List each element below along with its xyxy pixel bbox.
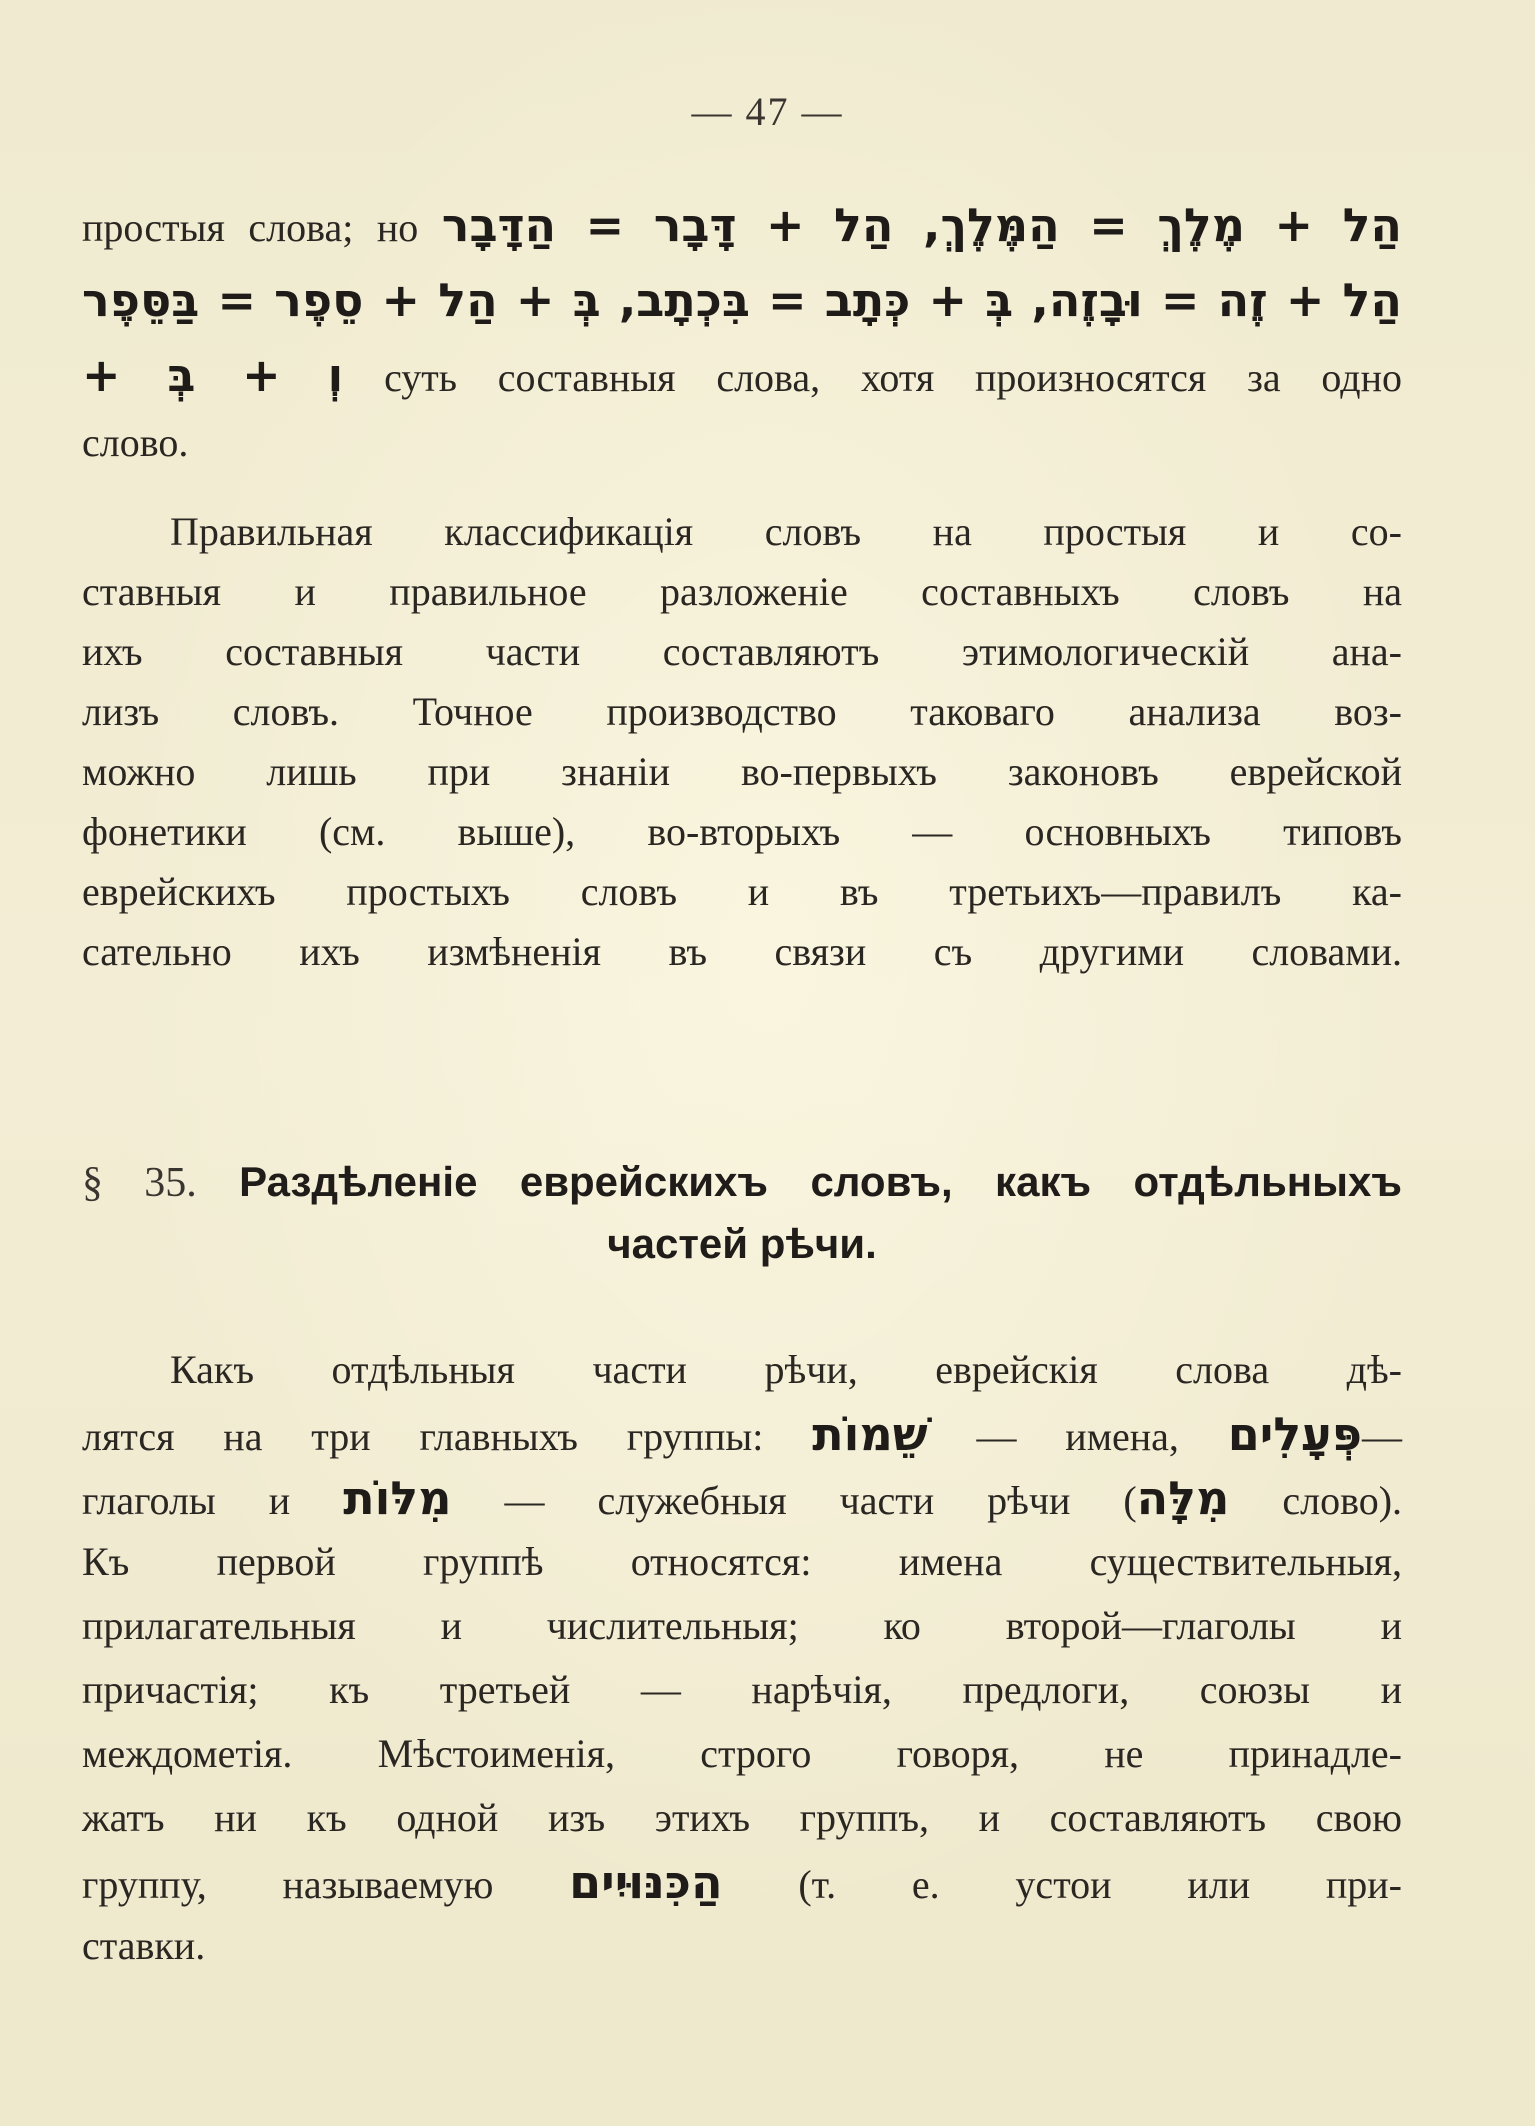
section-heading-line	[82, 1158, 1402, 1207]
paragraph-line	[82, 1852, 1402, 1912]
hebrew-formula: הַל + זֶה = וּבָזֶה, בְּ + כְּתָב = בִּכְתָב, בְּ + הַל + סֵפֶר = בַּסֵּפֶר	[82, 273, 1402, 327]
paragraph-line: Какъ отдѣльныя части рѣчи, еврейскія слова дѣ-	[170, 1347, 1402, 1392]
paragraph-line: жатъ ни къ одной изъ этихъ группъ, и составляютъ свою	[82, 1795, 1402, 1840]
paragraph-line: Правильная классификація словъ на простыя и со-	[170, 509, 1402, 554]
paragraph-line: междометія. Мѣстоименія, строго говоря, не принадле-	[82, 1731, 1402, 1776]
paragraph-line: прилагательныя и числительныя; ко второй—глаголы и	[82, 1603, 1402, 1648]
paragraph-line	[82, 195, 1402, 255]
paragraph-line: ставныя и правильное разложеніе составныхъ словъ на	[82, 569, 1402, 614]
hebrew-word: שֵׁמוֹת	[812, 1407, 928, 1461]
hebrew-word: מִלּוֹת	[343, 1471, 452, 1525]
paragraph-line: сательно ихъ измѣненія въ связи съ другими словами.	[82, 929, 1402, 974]
hebrew-formula: הַל + מֶלֶךְ = הַמֶּלֶךְ, הַל + דָּבָר = הַדָּבָר	[441, 198, 1402, 252]
text-span: лятся на три главныхъ группы:	[82, 1414, 764, 1459]
paragraph-line: причастія; къ третьей — нарѣчія, предлоги, союзы и	[82, 1667, 1402, 1712]
text-span: слово.	[82, 420, 189, 465]
text-span: простыя слова; но	[82, 205, 419, 250]
text-span: — служебныя части рѣчи (	[504, 1478, 1137, 1523]
text-span: —	[1362, 1414, 1402, 1459]
paragraph-line	[82, 413, 1402, 473]
text-span: группу, называемую	[82, 1862, 494, 1907]
section-number: § 35.	[82, 1160, 197, 1206]
hebrew-word: מִלָּה	[1136, 1471, 1230, 1525]
text-span: (т. е. устои или при-	[798, 1862, 1402, 1907]
page-number: — 47 —	[691, 89, 844, 134]
text-span: — имена,	[976, 1414, 1179, 1459]
hebrew-word: הַכִּנּוּיִים	[569, 1855, 723, 1909]
paragraph-line: фонетики (см. выше), во-вторыхъ — основныхъ типовъ	[82, 809, 1402, 854]
section-title-continued: частей рѣчи.	[607, 1220, 877, 1267]
section-title: Раздѣленіе еврейскихъ словъ, какъ отдѣльныхъ	[239, 1158, 1402, 1205]
paragraph-line	[82, 1404, 1402, 1464]
paragraph-line: еврейскихъ простыхъ словъ и въ третьихъ—правилъ ка-	[82, 869, 1402, 914]
paragraph-line	[82, 345, 1402, 405]
paragraph-line: ставки.	[82, 1923, 206, 1968]
paragraph-line: лизъ словъ. Точное производство таковаго анализа воз-	[82, 689, 1402, 734]
hebrew-formula: וְ + בְּ +	[82, 348, 344, 402]
text-span: глаголы и	[82, 1478, 291, 1523]
text-span: суть составныя слова, хотя произносятся за одно	[384, 355, 1402, 400]
hebrew-word: פְּעָלִים	[1227, 1407, 1362, 1461]
paragraph-line: ихъ составныя части составляютъ этимологическій ана-	[82, 629, 1402, 674]
paragraph-line: можно лишь при знаніи во-первыхъ законовъ еврейской	[82, 749, 1402, 794]
text-span: слово).	[1282, 1478, 1403, 1523]
paragraph-line	[82, 270, 1402, 330]
section-heading	[82, 1158, 1402, 1288]
paragraph-line: Къ первой группѣ относятся: имена существительныя,	[82, 1539, 1402, 1584]
paragraph-line	[82, 1468, 1402, 1528]
